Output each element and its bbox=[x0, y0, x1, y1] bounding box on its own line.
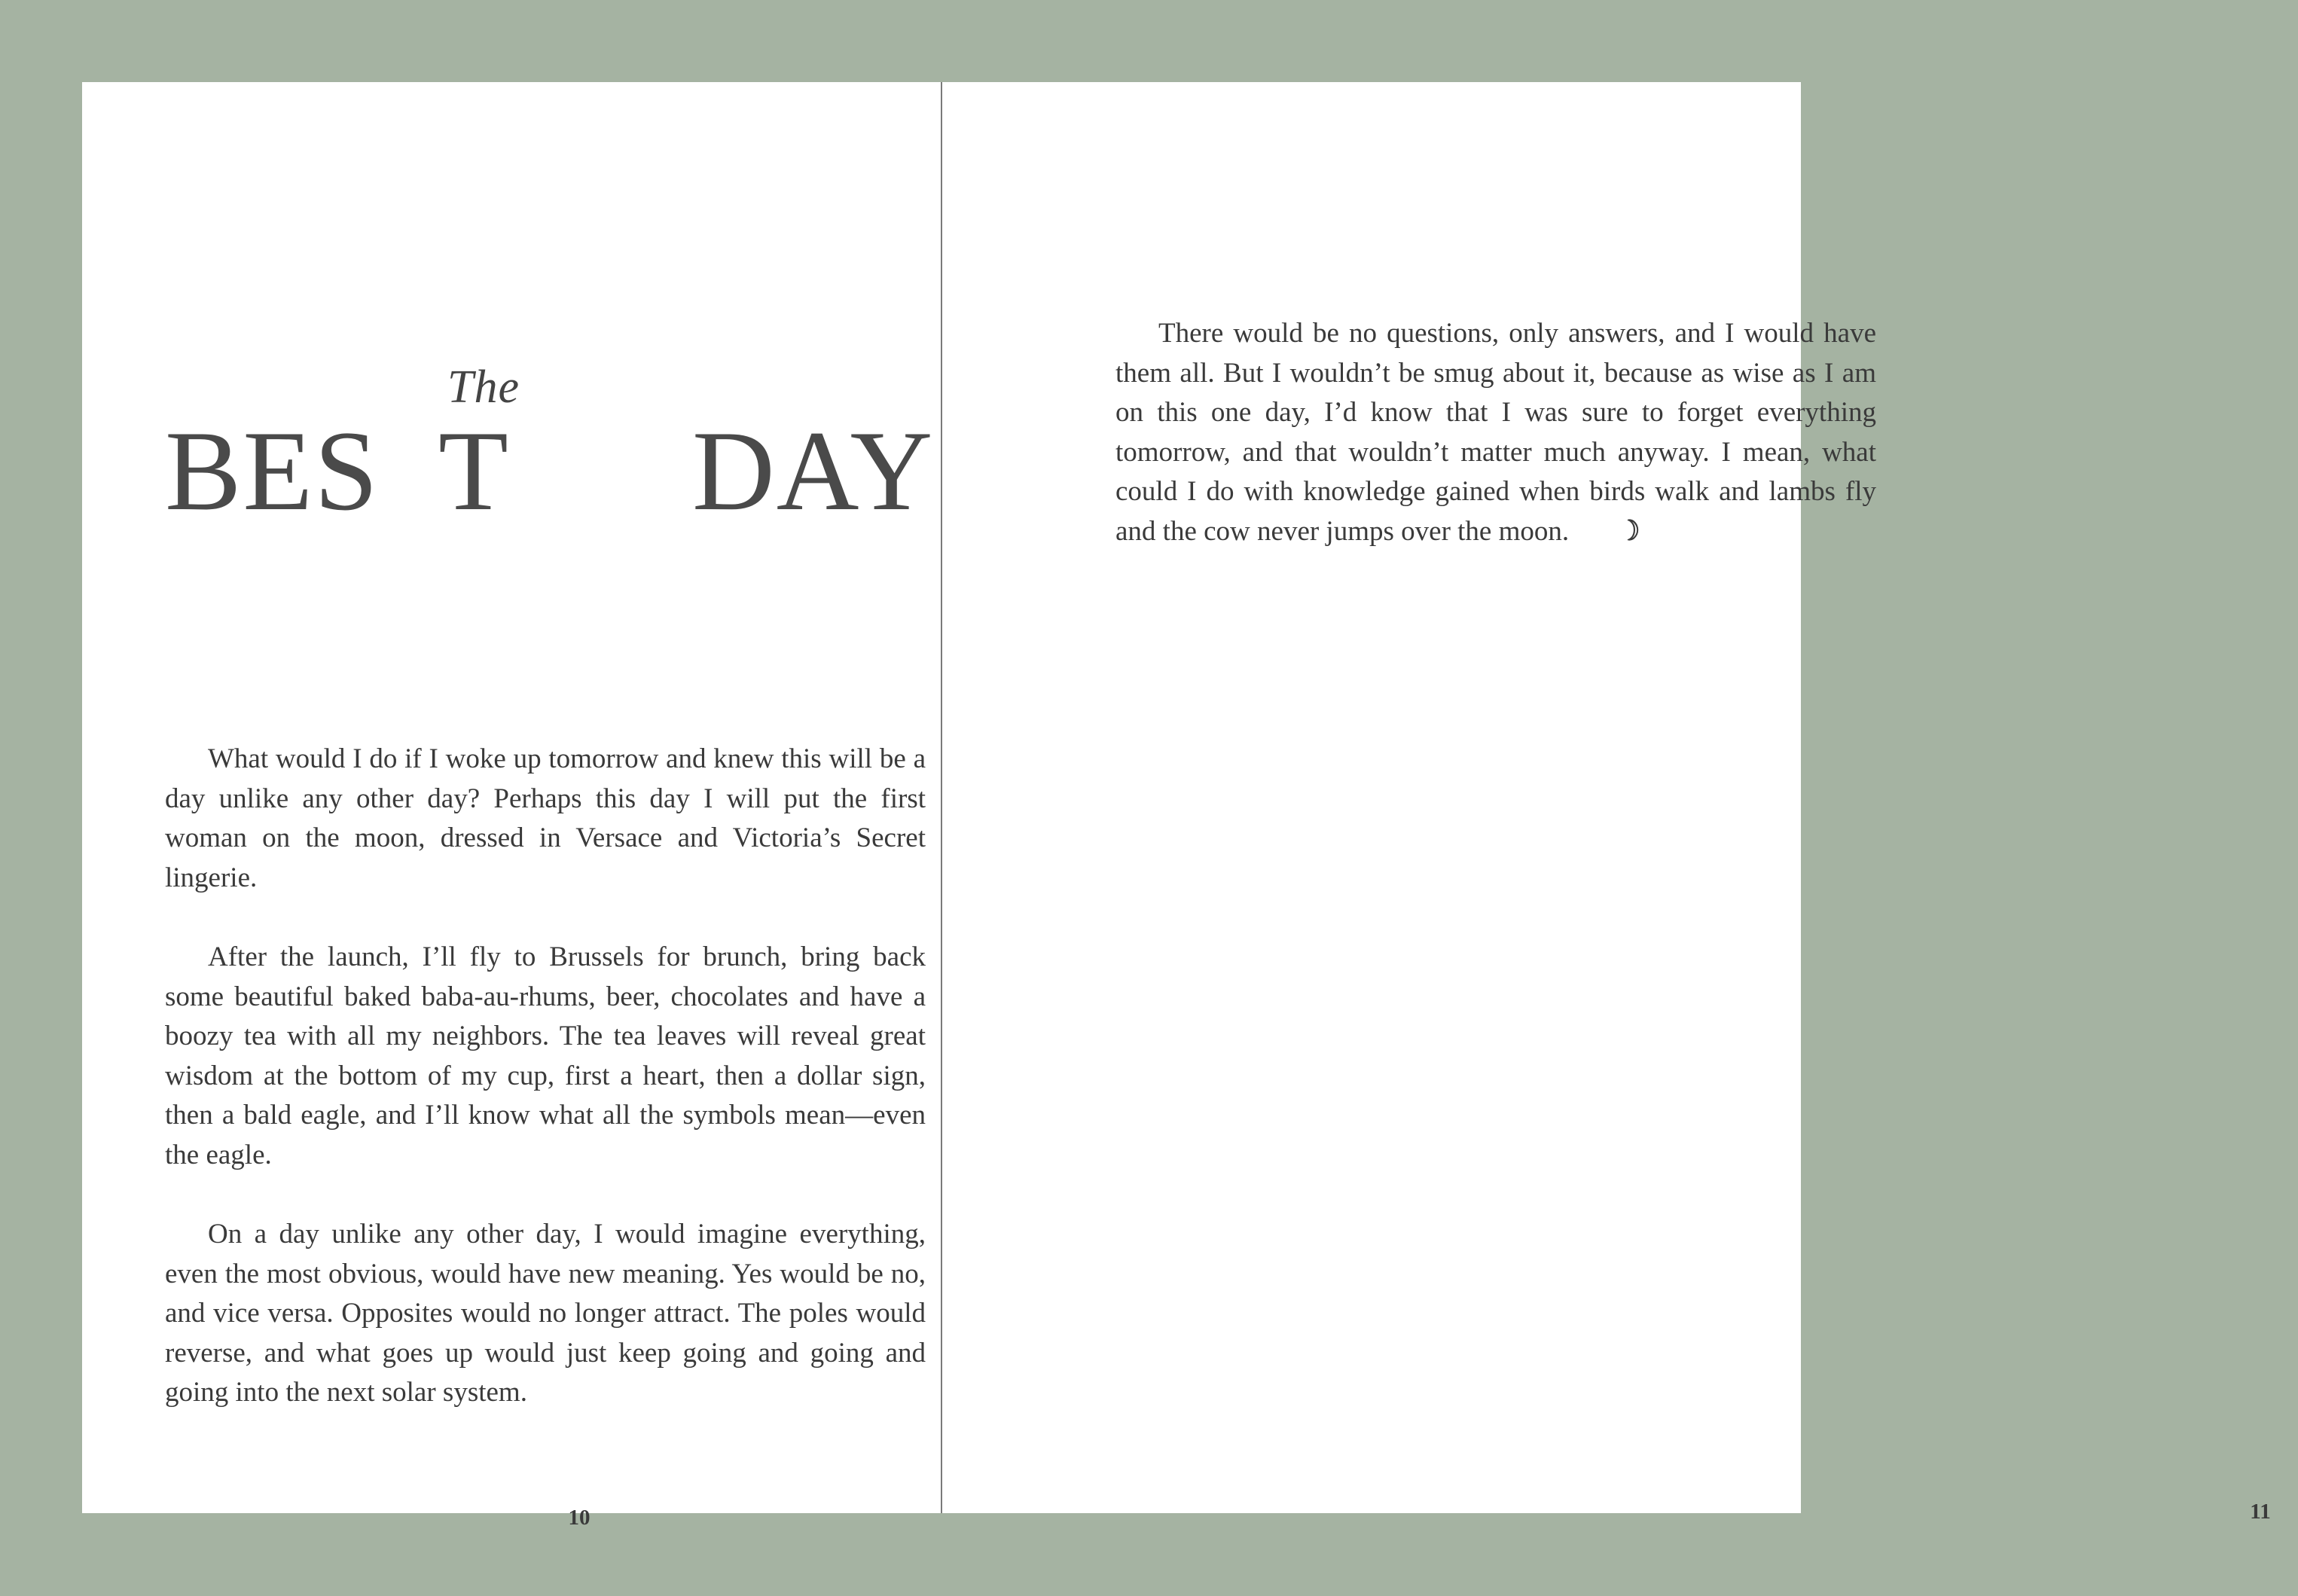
left-body-text bbox=[165, 740, 926, 1453]
body-paragraph: On a day unlike any other day, I would imagine everything, even the most obvious, would have new meaning. Yes would be no, and vice versa. Opposites would no longer attract. The poles would reverse, and what goes up would just keep going and going and going into the next solar system. bbox=[165, 1219, 926, 1408]
page-number-left: 10 bbox=[568, 1506, 591, 1530]
page-number-right: 11 bbox=[2250, 1500, 2271, 1524]
paragraph-text: There would be no questions, only answers, and I would have them all. But I wouldn’t be smug about it, because as wise as I am on this one day, I’d know that I was sure to forget everything tomorrow, and that wouldn’t matter much anyway. I mean, what could I do with knowledge gained when birds walk and lambs fly and the cow never jumps over the moon. bbox=[1115, 318, 1876, 547]
book-spread bbox=[82, 82, 2271, 1530]
body-paragraph: After the launch, I’ll fly to Brussels for brunch, bring back some beautiful baked baba-au-rhums, beer, chocolates and have a boozy tea with all my neighbors. The tea leaves will reveal great wisdom at the bottom of my cup, first a heart, then a dollar sign, then a bald eagle, and I’ll know what all the symbols mean—even the eagle. bbox=[165, 941, 926, 1170]
title-article: The bbox=[447, 362, 520, 413]
body-paragraph: What would I do if I woke up tomorrow and knew this will be a day unlike any other day? Perhaps this day I will put the first woman on the moon, dressed in Versace and Victoria’s Secret lingerie. bbox=[165, 743, 926, 893]
crescent-moon-icon: ☽ bbox=[1619, 515, 1640, 547]
title-word: DAY bbox=[692, 407, 935, 534]
title-word: T bbox=[438, 407, 510, 534]
left-page bbox=[82, 82, 941, 1530]
title-word: BES bbox=[165, 407, 380, 534]
right-page bbox=[942, 82, 2271, 1524]
title-main bbox=[165, 407, 935, 609]
right-body-text bbox=[1115, 314, 1876, 551]
body-paragraph bbox=[1115, 314, 1876, 551]
